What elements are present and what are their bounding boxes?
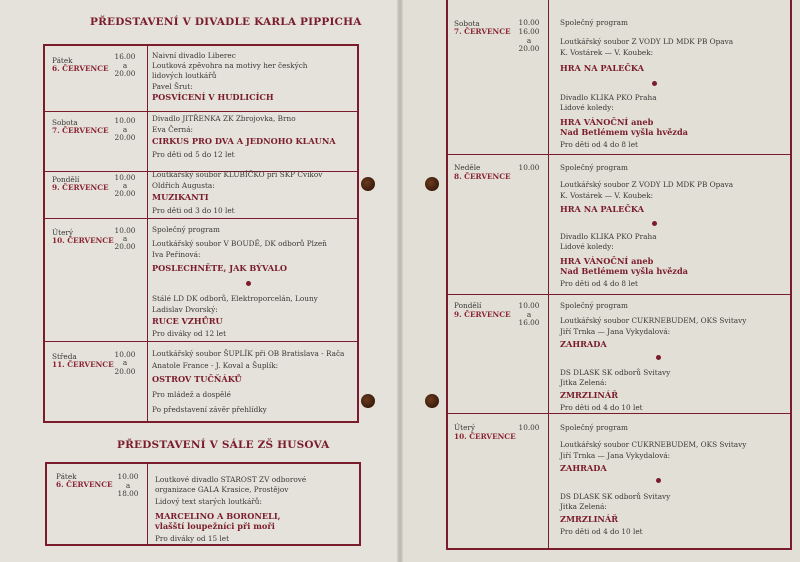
separator-dot — [246, 281, 251, 286]
row-day: Pátek — [56, 472, 77, 481]
separator-dot — [652, 81, 657, 86]
play-title: ZMRZLINÁŘ — [560, 514, 619, 524]
page-fold — [397, 0, 403, 562]
author: Eva Černá: — [152, 125, 194, 134]
play-title: HRA NA PALEČKA — [560, 204, 644, 214]
author: K. Vostárek — V. Koubek: — [560, 48, 654, 57]
author: Oldřich Augusta: — [152, 181, 215, 190]
play-title: RUCE VZHŮRU — [152, 316, 223, 326]
row-time-and: a — [122, 181, 128, 190]
program-type: Společný program — [560, 163, 628, 172]
binder-hole — [361, 177, 375, 191]
row-time-and: a — [526, 36, 532, 45]
closing-note: Po představení závěr přehlídky — [152, 405, 267, 414]
row-day: Středa — [52, 352, 77, 361]
audience: Pro diváky od 12 let — [152, 329, 227, 338]
ensemble: DS DLASK SK odborů Svitavy — [560, 368, 671, 377]
row-time-and: a — [122, 358, 128, 367]
audience: Pro děti od 3 do 10 let — [152, 206, 235, 215]
play-title: Nad Betlémem vyšla hvězda — [560, 266, 688, 276]
author: Jitka Zelená: — [560, 502, 607, 511]
play-title: HRA VÁNOČNÍ aneb — [560, 117, 654, 127]
program-type: Společný program — [560, 423, 628, 432]
program-type: Společný program — [560, 18, 628, 27]
row-time-and: a — [125, 481, 131, 490]
program-type: Společný program — [152, 225, 220, 234]
binder-hole — [361, 394, 375, 408]
row-time: 10.00 — [114, 226, 136, 235]
row-date: 9. ČERVENCE — [454, 310, 511, 319]
row-date: 9. ČERVENCE — [52, 183, 109, 192]
row-day: Úterý — [52, 228, 74, 237]
row-time: 20.00 — [518, 44, 540, 53]
ensemble: Loutkářský soubor Z VODY LD MDK PB Opava — [560, 37, 734, 46]
author: Iva Peřinová: — [152, 250, 201, 259]
play-title: Nad Betlémem vyšla hvězda — [560, 127, 688, 137]
ensemble: Loutkové divadlo STAROST ZV odborové — [155, 475, 307, 484]
ensemble: Loutkářský soubor ŠUPLÍK při OB Bratislava - Rača — [152, 349, 345, 358]
play-title: vlašští loupežníci při moři — [155, 521, 275, 531]
row-time: 16.00 — [114, 52, 136, 61]
row-time: 16.00 — [518, 318, 540, 327]
section-title-theatre: PŘEDSTAVENÍ V DIVADLE KARLA PIPPICHA — [90, 16, 362, 28]
ensemble: Loutkářský soubor Z VODY LD MDK PB Opava — [560, 180, 734, 189]
description: Loutková zpěvohra na motivy her českých — [152, 61, 308, 70]
audience: Pro děti od 4 do 10 let — [560, 527, 643, 536]
ensemble: Loutkářský soubor CUKRNEBUDEM, OKS Svitavy — [560, 316, 747, 325]
author: Jiří Trnka — Jana Vykydalová: — [560, 327, 671, 336]
row-day: Úterý — [454, 423, 476, 432]
play-title: POSLECHNĚTE, JAK BÝVALO — [152, 263, 287, 273]
binder-hole — [425, 394, 439, 408]
row-time: 16.00 — [518, 27, 540, 36]
ensemble: Loutkářský soubor V BOUDĚ, DK odborů Plzeň — [152, 239, 327, 248]
row-date: 10. ČERVENCE — [52, 236, 114, 245]
row-time: 10.00 — [114, 350, 136, 359]
row-time: 20.00 — [114, 189, 136, 198]
row-day: Sobota — [454, 19, 480, 28]
row-time-and: a — [122, 125, 128, 134]
play-title: ZMRZLINÁŘ — [560, 390, 619, 400]
row-time: 20.00 — [114, 69, 136, 78]
row-time: 20.00 — [114, 242, 136, 251]
row-day: Neděle — [454, 163, 481, 172]
row-date: 7. ČERVENCE — [454, 27, 511, 36]
play-title: OSTROV TUČŇÁKŮ — [152, 374, 242, 384]
row-date: 8. ČERVENCE — [454, 172, 511, 181]
row-time: 10.00 — [518, 301, 540, 310]
play-title: POSVÍCENÍ V HUDLICÍCH — [152, 92, 274, 102]
ensemble: Naivní divadlo Liberec — [152, 51, 236, 60]
program-type: Společný program — [560, 301, 628, 310]
audience: Pro děti od 5 do 12 let — [152, 150, 235, 159]
row-day: Pondělí — [454, 301, 482, 310]
play-title: MARCELINO A BORONELI, — [155, 511, 281, 521]
play-title: MUZIKANTI — [152, 192, 209, 202]
author: Pavel Šrut: — [152, 82, 193, 91]
separator-dot — [656, 478, 661, 483]
author: Lidové koledy: — [560, 103, 614, 112]
play-title: HRA VÁNOČNÍ aneb — [560, 256, 654, 266]
author: Jitka Zelená: — [560, 378, 607, 387]
ensemble: Stálé LD DK odborů, Elektroporcelán, Louny — [152, 294, 318, 303]
row-time-and: a — [122, 61, 128, 70]
section-title-hall: PŘEDSTAVENÍ V SÁLE ZŠ HUSOVA — [117, 439, 330, 451]
ensemble: Divadlo JITŘENKA ZK Zbrojovka, Brno — [152, 114, 296, 123]
ensemble: Divadlo KLIKA PKO Praha — [560, 232, 657, 241]
ensemble: Loutkářský soubor KLUBÍČKO při SKP Cvikov — [152, 170, 323, 179]
row-date: 7. ČERVENCE — [52, 126, 109, 135]
description: lidových loutkářů — [152, 71, 217, 80]
row-date: 10. ČERVENCE — [454, 432, 516, 441]
author: Jiří Trnka — Jana Vykydalová: — [560, 451, 671, 460]
audience: Pro děti od 4 do 8 let — [560, 140, 638, 149]
binder-hole — [425, 177, 439, 191]
separator-dot — [652, 221, 657, 226]
play-title: ZAHRADA — [560, 339, 607, 349]
row-time: 10.00 — [518, 163, 540, 172]
ensemble: Divadlo KLIKA PKO Praha — [560, 93, 657, 102]
play-title: HRA NA PALEČKA — [560, 63, 644, 73]
row-time: 10.00 — [114, 116, 136, 125]
author: Lidový text starých loutkářů: — [155, 497, 262, 506]
ensemble: DS DLASK SK odborů Svitavy — [560, 492, 671, 501]
play-title: ZAHRADA — [560, 463, 607, 473]
row-day: Pátek — [52, 56, 73, 65]
row-day: Pondělí — [52, 175, 80, 184]
row-time: 10.00 — [117, 472, 139, 481]
row-time: 10.00 — [518, 423, 540, 432]
author: Ladislav Dvorský: — [152, 305, 218, 314]
audience: Pro děti od 4 do 10 let — [560, 403, 643, 412]
row-time-and: a — [526, 310, 532, 319]
row-date: 6. ČERVENCE — [56, 480, 113, 489]
ensemble: organizace GALA Krasice, Prostějov — [155, 485, 289, 494]
row-date: 11. ČERVENCE — [52, 360, 114, 369]
row-time: 18.00 — [117, 489, 139, 498]
author: Lidové koledy: — [560, 242, 614, 251]
row-time: 10.00 — [518, 18, 540, 27]
audience: Pro děti od 4 do 8 let — [560, 279, 638, 288]
ensemble: Loutkářský soubor CUKRNEBUDEM, OKS Svitavy — [560, 440, 747, 449]
row-time: 20.00 — [114, 367, 136, 376]
row-day: Sobota — [52, 118, 78, 127]
audience: Pro mládež a dospělé — [152, 390, 231, 399]
row-time-and: a — [122, 234, 128, 243]
author: Anatole France - J. Koval a Šuplík: — [152, 361, 279, 370]
row-date: 6. ČERVENCE — [52, 64, 109, 73]
author: K. Vostárek — V. Koubek: — [560, 191, 654, 200]
play-title: CIRKUS PRO DVA A JEDNOHO KLAUNA — [152, 136, 336, 146]
row-time: 10.00 — [114, 173, 136, 182]
row-time: 20.00 — [114, 133, 136, 142]
separator-dot — [656, 355, 661, 360]
audience: Pro diváky od 15 let — [155, 534, 230, 543]
